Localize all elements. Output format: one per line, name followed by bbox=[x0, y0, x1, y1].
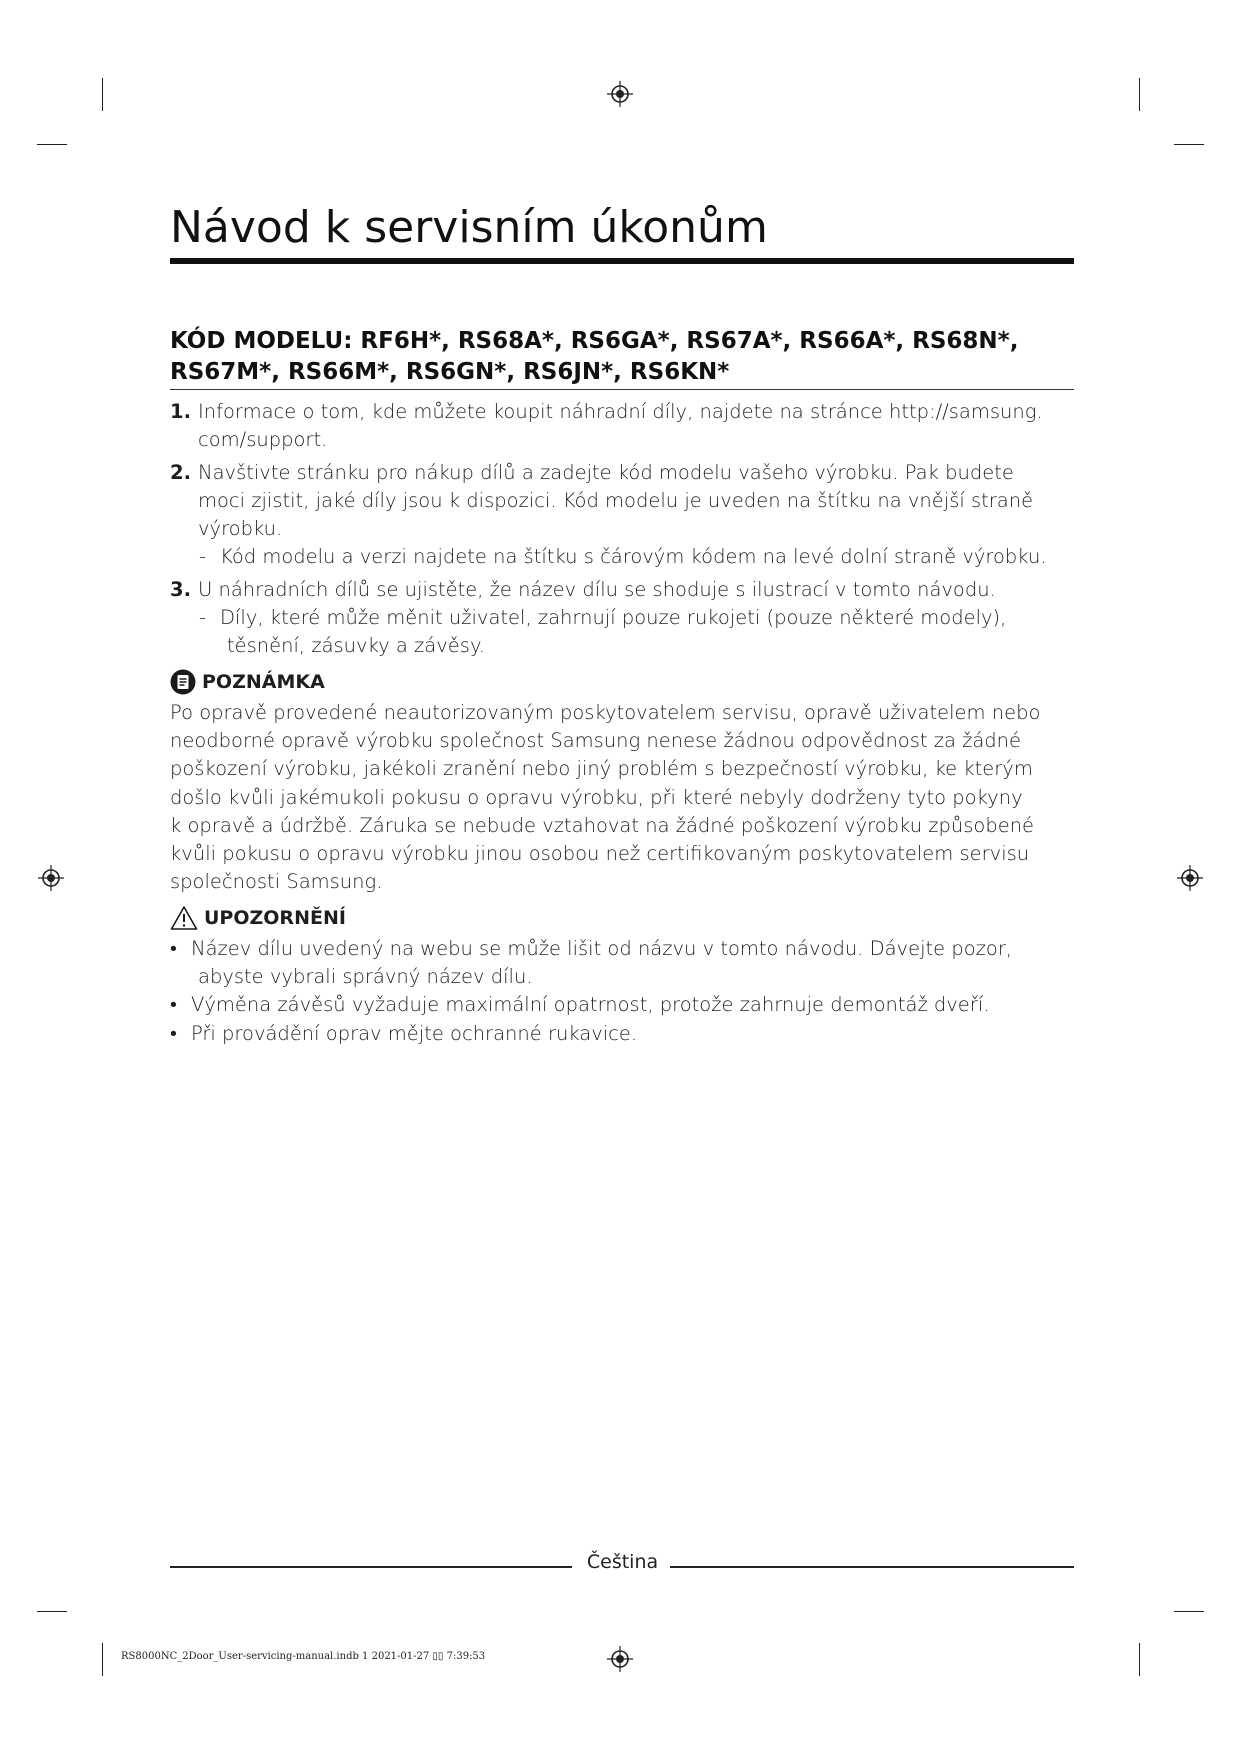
note-text-line: Po opravě provedené neautorizovaným poskytovatelem servisu, opravě uživatelem nebo bbox=[170, 700, 1041, 724]
bullet-marker: • bbox=[170, 936, 177, 960]
registration-mark-icon bbox=[607, 1646, 633, 1672]
sub-text-line: Díly, které může měnit uživatel, zahrnují pouze rukojeti (pouze některé modely), bbox=[220, 606, 1007, 630]
bullet-text-line: abyste vybrali správný název dílu. bbox=[198, 965, 533, 989]
step-text-line: výrobku. bbox=[198, 517, 283, 541]
sub-text-line: Kód modelu a verzi najdete na štítku s čárovým kódem na levé dolní straně výrobku. bbox=[220, 545, 1047, 569]
step-number: 1. bbox=[170, 400, 191, 423]
footer-rule-right bbox=[670, 1566, 1074, 1568]
sub-text-line: těsnění, zásuvky a závěsy. bbox=[227, 634, 485, 658]
warning-bullet-item bbox=[170, 1020, 1076, 1048]
footer-language-label: Čeština bbox=[586, 1551, 659, 1573]
registration-mark-icon bbox=[1177, 865, 1203, 891]
note-text-line: k opravě a údržbě. Záruka se nebude vztahovat na žádné poškození výrobku způsobené bbox=[170, 813, 1035, 837]
registration-mark-icon bbox=[607, 81, 633, 107]
crop-mark-bottom-right-h bbox=[1174, 1611, 1204, 1612]
dash-marker: - bbox=[199, 606, 207, 630]
warning-bullet-item bbox=[170, 991, 1076, 1019]
crop-mark-top-left bbox=[102, 78, 103, 111]
step-number: 3. bbox=[170, 577, 191, 601]
model-code-heading: KÓD MODELU: RF6H*, RS68A*, RS6GA*, RS67A*, RS66A*, RS68N*, RS67M*, RS66M*, RS6GN*, RS6JN*, RS6KN* bbox=[170, 328, 1019, 385]
step-number: 2. bbox=[170, 460, 191, 484]
footer-rule-left bbox=[170, 1566, 572, 1568]
step-text-line: Navštivte stránku pro nákup dílů a zadejte kód modelu vašeho výrobku. Pak budete bbox=[198, 460, 1014, 484]
note-text-line: neodborné opravě výrobku společnost Samsung nenese žádnou odpovědnost za žádné bbox=[170, 728, 1022, 752]
warning-heading bbox=[170, 903, 1076, 933]
warning-heading-label: UPOZORNĚNÍ bbox=[204, 906, 346, 929]
note-text-line: společnosti Samsung. bbox=[170, 870, 383, 894]
bullet-text-line: Název dílu uvedený na webu se může lišit od názvu v tomto návodu. Dávejte pozor, bbox=[191, 936, 1013, 960]
dash-marker: - bbox=[199, 545, 207, 569]
bullet-marker: • bbox=[170, 993, 177, 1017]
crop-mark-bottom-left-h bbox=[37, 1611, 67, 1612]
crop-mark-top-right bbox=[1139, 78, 1140, 111]
step-text-line: Informace o tom, kde můžete koupit náhradní díly, najdete na stránce http://samsung. bbox=[198, 400, 1043, 423]
note-heading-label: POZNÁMKA bbox=[202, 670, 325, 693]
step-text-line: U náhradních dílů se ujistěte, že název dílu se shoduje s ilustrací v tomto návodu. bbox=[198, 577, 996, 601]
crop-mark-bottom-left bbox=[102, 1643, 103, 1676]
note-text-line: kvůli pokusu o opravu výrobku jinou osobou než certifikovaným poskytovatelem servisu bbox=[170, 842, 1030, 866]
bullet-marker: • bbox=[170, 1021, 177, 1045]
step-text-line: moci zjistit, jaké díly jsou k dispozici. Kód modelu je uveden na štítku na vnější straně bbox=[198, 488, 1034, 512]
step-item bbox=[170, 398, 1076, 455]
step-text-line: com/support. bbox=[198, 428, 328, 452]
instructions-body bbox=[170, 398, 1076, 1048]
warning-triangle-icon bbox=[170, 905, 198, 931]
step-sub-item bbox=[170, 604, 1076, 661]
bullet-text-line: Při provádění oprav mějte ochranné rukavice. bbox=[191, 1021, 638, 1045]
step-item bbox=[170, 576, 1076, 604]
page-title: Návod k servisním úkonům bbox=[170, 202, 768, 253]
registration-mark-icon bbox=[38, 865, 64, 891]
crop-mark-bottom-right bbox=[1139, 1643, 1140, 1676]
note-icon bbox=[170, 669, 196, 695]
crop-mark-top-left-h bbox=[37, 144, 67, 145]
note-text-line: došlo kvůli jakémukoli pokusu o opravu výrobku, při které nebyly dodrženy tyto pokyny bbox=[170, 785, 1023, 809]
note-heading bbox=[170, 667, 1076, 697]
note-paragraph bbox=[170, 699, 1076, 897]
section-divider bbox=[170, 389, 1074, 390]
step-sub-item bbox=[170, 543, 1076, 571]
step-item bbox=[170, 459, 1076, 544]
print-imprint: RS8000NC_2Door_User-servicing-manual.indb 1 2021-01-27 ▯▯ 7:39:53 bbox=[121, 1651, 486, 1662]
crop-mark-top-right-h bbox=[1174, 144, 1204, 145]
bullet-text-line: Výměna závěsů vyžaduje maximální opatrnost, protože zahrnuje demontáž dveří. bbox=[191, 993, 990, 1017]
title-underline bbox=[170, 258, 1074, 264]
note-text-line: poškození výrobku, jakékoli zranění nebo jiný problém s bezpečností výrobku, ke kterým bbox=[170, 757, 1033, 781]
warning-bullet-item bbox=[170, 935, 1076, 992]
